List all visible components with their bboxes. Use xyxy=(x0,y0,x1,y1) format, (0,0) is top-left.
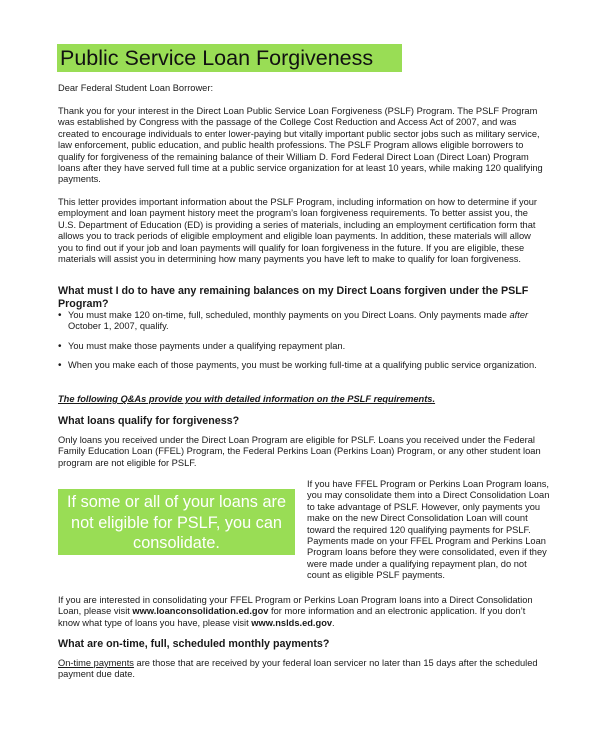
intro-paragraph: Thank you for your interest in the Direct Loan Public Service Loan Forgiveness (PSLF) Program. The PSLF Program was established by Congress with the passage of the College Cost Reduction and Access Act of 2007, and was created to encourage individuals to enter lower-paying but vitally important public sector jobs such as military service, law enforcement, public education, and public health professions. The PSLF Program allows eligible borrowers to qualify for forgiveness of the remaining balance of their William D. Ford Federal Direct Loan (Direct Loan) Program loans after they have served full time at a public service organization for at least 10 years, while making 120 qualifying payments. xyxy=(58,106,543,185)
bullet-text: October 1, 2007, qualify. xyxy=(68,321,169,332)
greeting: Dear Federal Student Loan Borrower: xyxy=(58,83,214,93)
list-item xyxy=(58,360,548,371)
bullet-emphasis: after xyxy=(509,310,529,320)
list-item xyxy=(58,310,548,333)
paragraph-text: . xyxy=(332,617,335,628)
loan-consolidation-link[interactable]: www.loanconsolidation.ed.gov xyxy=(132,606,269,617)
nslds-link[interactable]: www.nslds.ed.gov xyxy=(251,617,333,628)
consolidate-callout: If some or all of your loans are not eligible for PSLF, you can consolidate. xyxy=(58,489,295,555)
ontime-payments-paragraph xyxy=(58,658,548,681)
list-item xyxy=(58,341,548,352)
consolidation-info-paragraph xyxy=(58,595,548,629)
heading-remaining-balances: What must I do to have any remaining balances on my Direct Loans forgiven under the PSLF Program? xyxy=(58,285,529,310)
paragraph-text: If you are interested in consolidating your FFEL Program or Perkins Loan Program loans into a Direct Consolidation Loan, please visit xyxy=(58,595,533,617)
eligible-loans-paragraph: Only loans you received under the Direct Loan Program are eligible for PSLF. Loans you received under the Federal Family Education Loan (FFEL) Program, the Federal Perkins Loan (Perkins Loan) Program, or any other student loan program are not eligible for PSLF. xyxy=(58,435,541,468)
bullet-text: You must make those payments under a qualifying repayment plan. xyxy=(68,340,346,351)
heading-loans-qualify: What loans qualify for forgiveness? xyxy=(58,415,240,427)
requirements-list xyxy=(58,310,548,380)
heading-ontime-payments: What are on-time, full, scheduled monthly payments? xyxy=(58,638,330,650)
paragraph-text: are those that are received by your federal loan servicer no later than 15 days after the scheduled payment due date. xyxy=(58,658,538,680)
paragraph-text: for more information and an electronic application. If you don’t know what type of loans you have, please visit xyxy=(58,606,526,628)
term-ontime-payments: On-time payments xyxy=(58,658,134,668)
qa-note: The following Q&As provide you with detailed information on the PSLF requirements. xyxy=(58,394,436,404)
bullet-text: You must make 120 on-time, full, scheduled, monthly payments on you Direct Loans. Only payments made xyxy=(68,310,510,320)
bullet-text: When you make each of those payments, you must be working full-time at a qualifying public service organization. xyxy=(68,360,537,371)
ffel-perkins-paragraph: If you have FFEL Program or Perkins Loan Program loans, you may consolidate them into a Direct Consolidation Loan to take advantage of PSLF. However, only payments you make on the new Direct Consolidation Loan will count toward the required 120 qualifying payments for PSLF. Payments made on your FFEL Program and Perkins Loan Program loans before they were consolidated, even if they were made under a qualifying repayment plan, do not count as eligible PSLF payments. xyxy=(307,479,550,581)
document-title: Public Service Loan Forgiveness xyxy=(57,44,402,72)
letter-info-paragraph: This letter provides important information about the PSLF Program, including information on how to determine if your employment and loan payment history meet the program’s loan forgiveness requirements. To better assist you, the U.S. Department of Education (ED) is providing a series of materials, including an employment certification form that allows you to track periods of eligible employment and eligible loan payments. In addition, these materials will allow you to find out if your job and loan payments will qualify for loan forgiveness in the future. If you are eligible, these materials will assist you in determining how many payments you have left to make to qualify for loan forgiveness. xyxy=(58,197,538,265)
